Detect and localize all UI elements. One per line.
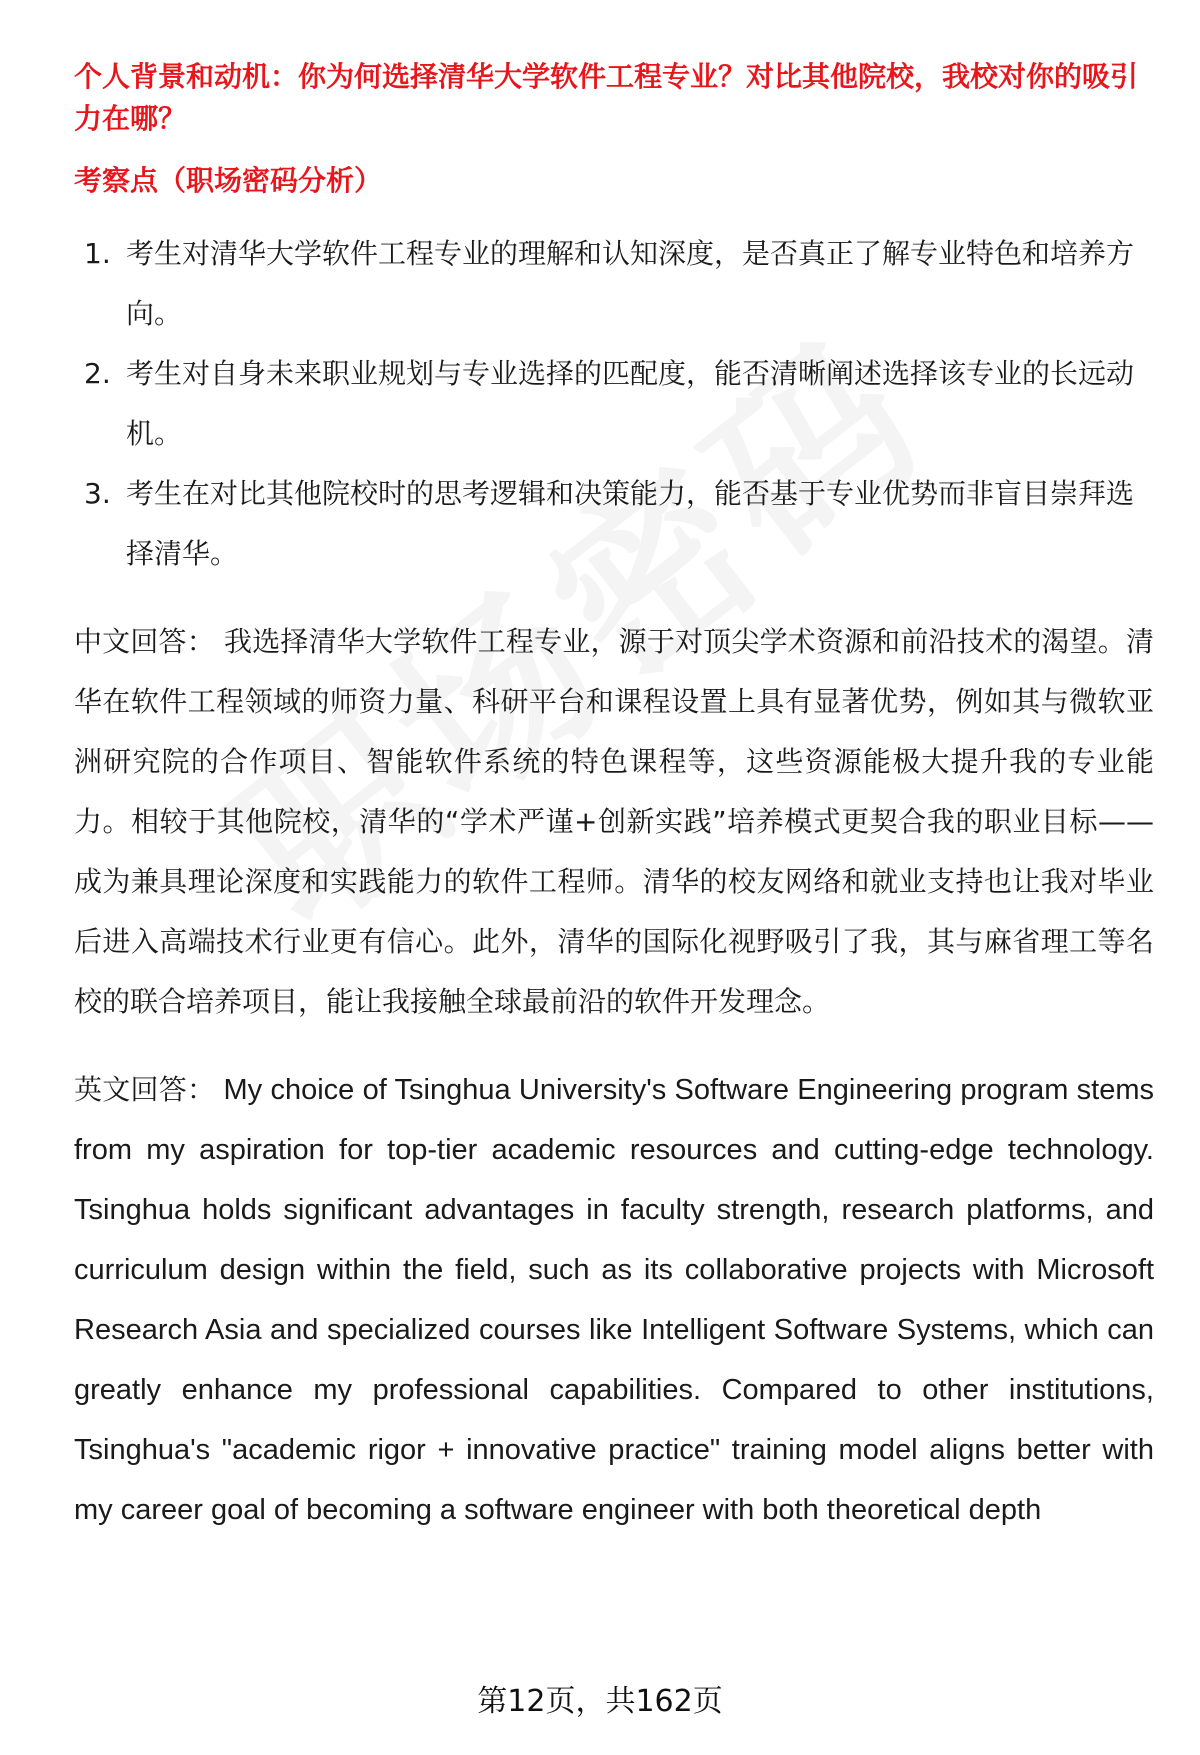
assessment-heading: 考察点（职场密码分析）: [74, 164, 383, 197]
point-number: 2.: [84, 357, 111, 390]
point-number: 3.: [84, 477, 111, 510]
chinese-answer-text: 我选择清华大学软件工程专业，源于对顶尖学术资源和前沿技术的渴望。清华在软件工程领域的师资力量、科研平台和课程设置上具有显著优势，例如其与微软亚洲研究院的合作项目、智能软件系统的特色课程等，这些资源能极大提升我的专业能力。相较于其他院校，清华的“学术严谨+创新实践”培养模式更契合我的职业目标——成为兼具理论深度和实践能力的软件工程师。清华的校友网络和就业支持也让我对毕业后进入高端技术行业更有信心。此外，清华的国际化视野吸引了我，其与麻省理工等名校的联合培养项目，能让我接触全球最前沿的软件开发理念。: [74, 625, 1154, 1018]
english-answer-text: My choice of Tsinghua University's Software Engineering program stems from my aspiration for top-tier academic resources and cutting-edge technology. Tsinghua holds significant advantages in faculty strength, research platforms, and curriculum design within the field, such as its collaborative projects with Microsoft Research Asia and specialized courses like Intelligent Software Systems, which can greatly enhance my professional capabilities. Compared to other institutions, Tsinghua's "academic rigor + innovative practice" training model aligns better with my career goal of becoming a software engineer with both theoretical depth: [74, 1074, 1154, 1526]
chinese-answer-label: 中文回答：: [74, 625, 215, 658]
question-title: 个人背景和动机：你为何选择清华大学软件工程专业？对比其他院校，我校对你的吸引力在哪？: [74, 60, 1139, 135]
page-footer: 第12页，共162页: [477, 1684, 723, 1719]
assessment-point: [74, 224, 1154, 344]
point-text: 考生对自身未来职业规划与专业选择的匹配度，能否清晰阐述选择该专业的长远动机。: [126, 357, 1135, 450]
chinese-answer: [74, 612, 1154, 1032]
assessment-point: [74, 464, 1154, 584]
point-text: 考生对清华大学软件工程专业的理解和认知深度，是否真正了解专业特色和培养方向。: [126, 237, 1135, 330]
english-answer-label: 英文回答：: [74, 1073, 216, 1106]
point-text: 考生在对比其他院校时的思考逻辑和决策能力，能否基于专业优势而非盲目崇拜选择清华。: [126, 477, 1135, 570]
assessment-point: [74, 344, 1154, 464]
english-answer: [74, 1060, 1154, 1540]
document-page: [74, 56, 1154, 1540]
point-number: 1.: [84, 237, 111, 270]
assessment-points-list: [74, 224, 1154, 584]
